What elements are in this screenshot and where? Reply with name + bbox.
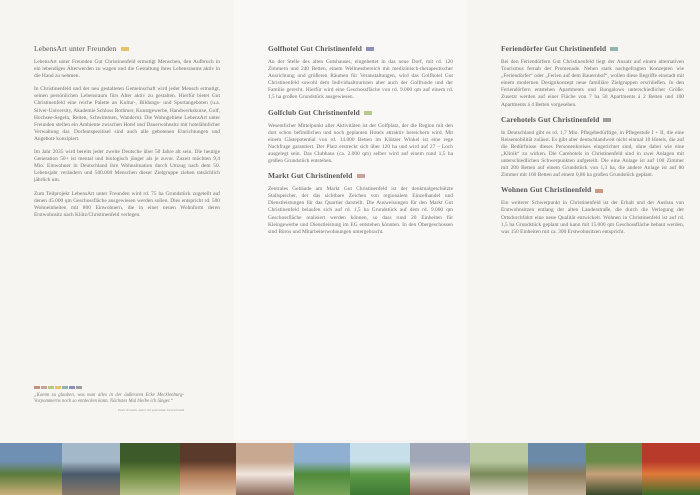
photo-strip — [0, 443, 700, 495]
photo-elderly-couple — [62, 443, 120, 495]
dot — [34, 386, 40, 389]
column-golf-markt — [234, 0, 467, 440]
accent-square — [364, 111, 372, 115]
photo-elderly-laughing — [470, 443, 528, 495]
column-lebensart — [0, 0, 234, 440]
section-heading: Markt Gut Christinenfeld — [268, 171, 453, 180]
dot — [62, 386, 68, 389]
quote-text: „Komm zu glauben, was man alles in der äußersten Ecke Mecklenburg-Vorpommerns noch so entdecken kann. Nächstes Mal bleibe ich länger.“ — [34, 393, 184, 405]
section-heading: Feriendörfer Gut Christinenfeld — [501, 44, 684, 53]
paragraph: Im Jahr 2035 wird bereits jeder zweite Deutsche über 50 Jahre alt sein. Die heutige Generation 50+ ist mental und biologisch jünger als je zuvor. Zuzeit möchten 9,4 Mio. Einwohner in Deutschland ihre Wohnsituation durch Umzug nach dem 50. Lebensjahr verändern und 500.000 Menschen dieser Zielgruppe ziehen tatsächlich jährlich um. — [34, 149, 220, 184]
photo-apples — [642, 443, 700, 495]
photo-golfers — [294, 443, 350, 495]
accent-square — [357, 174, 365, 178]
paragraph: LebensArt unter Freunden Gut Christinenfeld ermutigt Menschen, den Aufbruch in ein lebendiges Älterwerden zu wagen und die Gestaltung ihres Lebensraums aktiv in die Hand zu nehmen. — [34, 59, 220, 80]
section-heading: Wohnen Gut Christinenfeld — [501, 185, 684, 194]
dot — [69, 386, 75, 389]
dot — [55, 386, 61, 389]
section-text: Bei den Feriendörfern Gut Christinenfeld liegt der Ansatz auf einem alternativen Tourismus fernab der Promenade. Neben stark nachgefragten Konzepten wie „Feriendörfer“ oder „Ferien auf dem Bauernhof“, wollen diese Begriffe einstadt mit einem modernen Designkonzept neue familiäre Zielgruppen erschließen. In den Feriendörfern entstehen Apartments und Bungalows unterschiedlicher Größe. Zusetzt werden auf einer Fläche von 7 ha 50 Apartments á 2 Betten und 100 Apartments á 4 Betten vorgesehen. — [501, 59, 684, 108]
quote-author: Peter Kruzick, Autor bei potenziale Deutschland — [118, 408, 184, 413]
photo-garden-path — [120, 443, 180, 495]
paragraph: In Christinenfeld und der neu gestalteten Gemeinschaft wird jeder Mensch ermutigt, seinen persönlichen Lebensraum fürs Alter aktiv zu gestalten. Hierfür bietet Gut Christinenfeld eine reiche Palette an Kultur-, Bildungs- und Sportangeboten (u.a. Silver-University, Akademie Schloss Bothmer, Kunstgewerbe, Handwerkskurse, Golf, Hochsee-Segeln, Reiten, Schwimmen, Wandern). Die Wohngebiete LebensArt unter Freunden stellen ein Ambiente zwischen Hotel und Dauerwohnsitz mit hotelähnlicher Verwaltung dar. Dorfentspezitisel sind auch alle gebotenen Einrichtungen und Angebote konzipiert. — [34, 86, 221, 142]
section-text: Wesentlicher Mittelpunkt aller Aktivitäten ist der Golfplatz, der die Region mit den dort schon befindlichen und noch geplanten Hotels attraktiv bereichern wird. Mit einem Gästepotential von rd. 14.000 Betten im Klützer Winkel ist eine rege Nachfrage garantiert. Der Platz erstreckt sich über 120 ha und wird auf 27 – Loch ausgelegt sein. Das Clubhaus (ca. 2.000 qm) selber wird auf einem rund 1,5 ha großen Grundstück entstehen. — [268, 122, 453, 165]
heading-lebensart: LebensArt unter Freunden — [34, 44, 220, 53]
section-heading: Golfclub Gut Christinenfeld — [268, 108, 453, 117]
photo-nurse-care — [410, 443, 470, 495]
photo-dining-couple — [180, 443, 236, 495]
photo-waitress — [236, 443, 294, 495]
section-heading: Carehotels Gut Christinenfeld — [501, 115, 684, 124]
accent-square — [610, 47, 618, 51]
photo-woman-portrait — [586, 443, 642, 495]
color-dots — [34, 386, 184, 389]
section-heading: Golfhotel Gut Christinenfeld — [268, 44, 453, 53]
accent-square — [366, 47, 374, 51]
accent-square — [121, 47, 129, 51]
photo-golf-course — [350, 443, 410, 495]
dot — [48, 386, 54, 389]
dot — [41, 386, 47, 389]
dot — [76, 386, 82, 389]
photo-village-houses — [0, 443, 62, 495]
testimonial-quote — [34, 386, 184, 415]
column-ferien-care-wohnen — [467, 0, 700, 440]
section-text: Ein weiterer Schwerpunkt in Christinenfeld ist der Erhalt und der Ausbau von Erstwohnsitzen entlang der alten Landesstraße, die durch die Verlegung der Ortsdurchfahrt eine neue Qualität entwickelt. Wohnen in Christinenfeld ist auf rd. 1,5 ha Grundstück geplant und kann mit 15.000 qm Geschossfläche bebaut werden, was 150 Einheiten mit ca. 300 Erstwohnsitzen entspricht. — [501, 200, 684, 235]
accent-square — [603, 118, 611, 122]
section-text: In Deutschland gibt es rd. 1,7 Mio. Pflegebedürftige, in Pflegestufe I + II, die eine Reisemobilität zulässt. Es gibt aber deutschlandweit nicht einmal 10 Hotels, die auf die Bedürfnisse dieses Personenkreises eingerichtet sind, ohne dabei wie eine „Klinik“ zu wirken. Die Carehotels in Christinenfeld sind in zwei Anlagen mit unterschiedlichen Schwerpunkten aufgeteilt. Die eine Anlage ist auf 100 Zimmer mit 200 Betten auf einem Grundstück von 1,3 ha, die andere Anlage ist auf 80 Zimmer mit 160 Betten auf einem 0,86 ha großen Grundstück geplant. — [501, 129, 684, 179]
accent-square — [595, 189, 603, 193]
photo-village-street — [528, 443, 586, 495]
section-text: An der Stelle des alten Gutshauses, eingebettet in das neue Dorf, mit rd. 120 Zimmern und 240 Betten, einem Wellnessbereich mit medizinisch-therapeutischer Ausrichtung und größeren Räumen für Veranstaltungen, wird das Golfhotel Gut Christinenfeld sowohl dem Individualtouristen aber auch der Golfrunde und der Familie gerecht. Hierfür wird eine Geschossfläche von rd. 9.000 qm auf einem rd. 1,5 ha großen Grundstück ausgewiesen. — [268, 59, 453, 101]
paragraph: Zum Teilprojekt LebensArt unter Freunden wird rd. 75 ha Grundstück zugeteilt auf denen 45.000 qm Geschossfläche ausgewiesen werden sollen. Dies entspricht rd. 500 Wohneinheiten mit 800 Einwohnern, die in einer neuen Wohnform deren Erstwohnsitz nach Klütz/Christinenfeld verlegen. — [34, 190, 220, 218]
section-text: Zentrales Gebäude am Markt Gut Christinenfeld ist der denkmalgeschützte Stallspeicher, der das sichtbare Zeichen von regionalem Einzelhandel und Dienstleistungen für das Quartier darstellt. Die Ausweisungen für den Markt Gut Christinenfeld belaufen sich auf rd. 1,5 ha Grundstück auf dem rd. 9.000 qm Geschossfläche realisiert werden können, so dass rund 20 Einheiten für Kleingewerbe und Dienstleistung im EG entstehen könnten. In den Obergeschossen sind Büros und Mitarbeiterwohnungen untergebracht. — [268, 186, 453, 235]
